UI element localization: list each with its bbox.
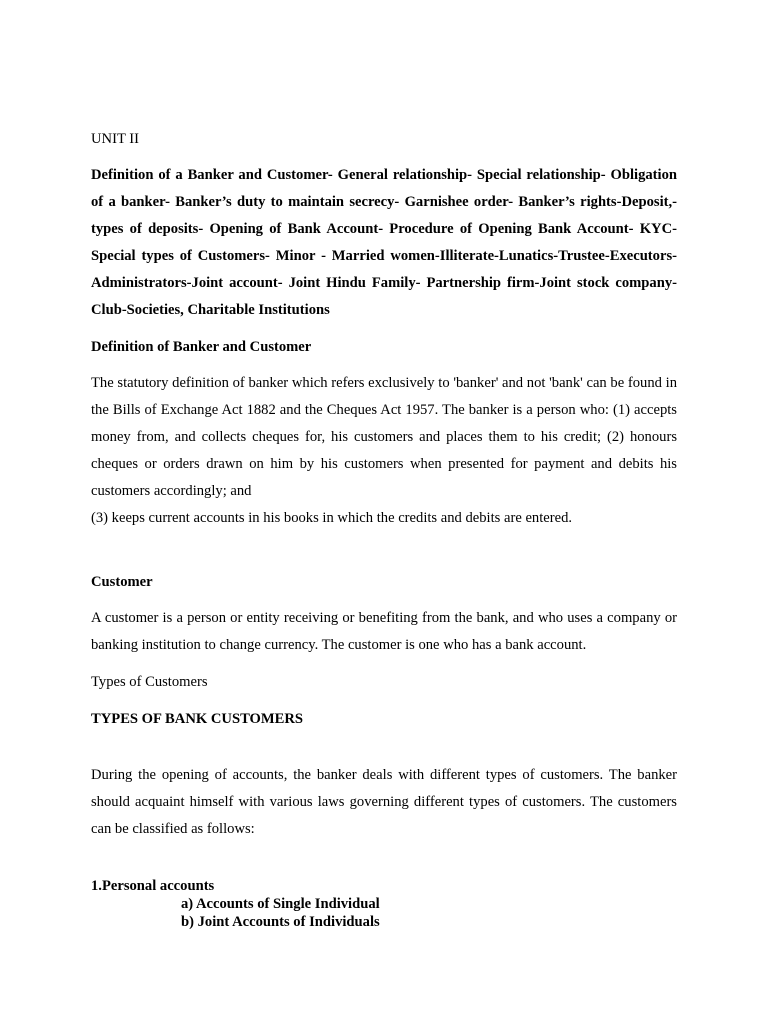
list-title: 1.Personal accounts — [91, 878, 215, 894]
definition-paragraph-continued: (3) keeps current accounts in his books in which the credits and debits are entered. — [91, 510, 573, 526]
syllabus-paragraph: Definition of a Banker and Customer- General relationship- Special relationship- Obligation of a banker- Banker’s duty to maintain secrecy- Garnishee order- Banker’s rights-Deposit,-types of deposits- Opening of Bank Account- Procedure of Opening Bank Account- KYC-Special types of Customers- Minor - Married women-Illiterate-Lunatics-Trustee-Executors-Administrators-Joint account- Joint Hindu Family- Partnership firm-Joint stock company-Club-Societies, Charitable Institutions — [91, 167, 677, 318]
definition-paragraph: The statutory definition of banker which refers exclusively to 'banker' and not 'bank' can be found in the Bills of Exchange Act 1882 and the Cheques Act 1957. The banker is a person who: (1) accepts money from, and collects cheques for, his customers and places them to his credit; (2) honours cheques or orders drawn on him by his customers when presented for payment and debits his customers accordingly; and — [91, 375, 677, 499]
section-heading-customer: Customer — [91, 574, 153, 590]
section-heading-types: TYPES OF BANK CUSTOMERS — [91, 711, 304, 727]
unit-label: UNIT II — [91, 131, 139, 147]
personal-accounts-list — [91, 877, 677, 931]
section-heading-definition: Definition of Banker and Customer — [91, 339, 312, 355]
list-item: b) Joint Accounts of Individuals — [181, 914, 380, 930]
customer-paragraph: A customer is a person or entity receiving or benefiting from the bank, and who uses a company or banking institution to change currency. The customer is one who has a bank account. — [91, 610, 677, 653]
types-paragraph: During the opening of accounts, the banker deals with different types of customers. The banker should acquaint himself with various laws governing different types of customers. The customers can be classified as follows: — [91, 767, 677, 837]
list-item: a) Accounts of Single Individual — [181, 896, 380, 912]
types-of-customers-label: Types of Customers — [91, 674, 208, 690]
